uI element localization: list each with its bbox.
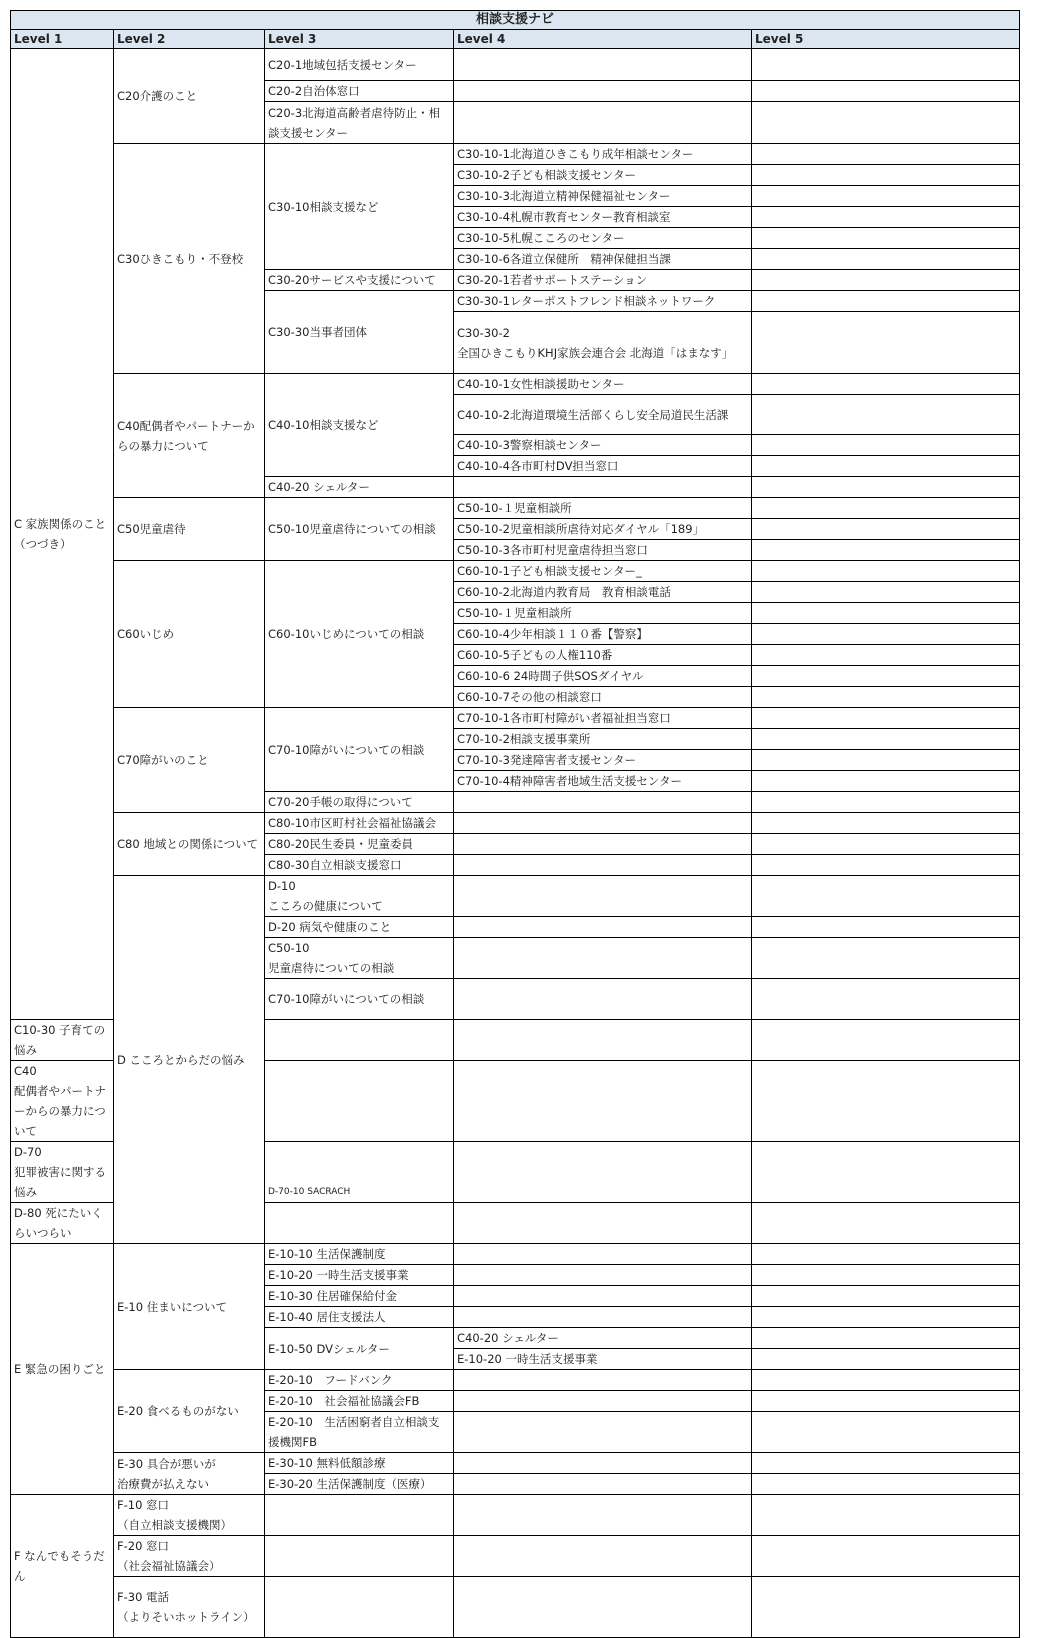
level4-cell: [454, 792, 752, 813]
level5-cell: [752, 1412, 1020, 1453]
level5-cell: [752, 186, 1020, 207]
level3-cell: C20-2自治体窓口: [265, 81, 454, 102]
level3-cell: E-10-10 生活保護制度: [265, 1244, 454, 1265]
level4-cell: C60-10-7その他の相談窓口: [454, 687, 752, 708]
level3-cell: [265, 1020, 454, 1061]
level3-cell: C70-10障がいについての相談: [265, 708, 454, 792]
level1-cell: C 家族関係のこと（つづき）: [11, 49, 114, 1020]
level2-cell: C30ひきこもり・不登校: [114, 144, 265, 374]
level4-cell: [454, 1020, 752, 1061]
level4-cell: [752, 917, 1020, 938]
level2-cell: C50-10 児童虐待についての相談: [265, 938, 454, 979]
level3-cell: E-10-20 一時生活支援事業: [265, 1265, 454, 1286]
level3-cell: E-20-10 生活困窮者自立相談支援機関FB: [265, 1412, 454, 1453]
level4-cell: C40-10-3警察相談センター: [454, 435, 752, 456]
level2-cell: C70-10障がいについての相談: [265, 979, 454, 1020]
level5-cell: [752, 81, 1020, 102]
level5-cell: [752, 1203, 1020, 1244]
level2-cell: C80 地域との関係について: [114, 813, 265, 876]
level5-cell: [752, 1286, 1020, 1307]
level2-cell: C60いじめ: [114, 561, 265, 708]
level4-cell: [454, 1412, 752, 1453]
level3-cell: C30-10相談支援など: [265, 144, 454, 270]
level3-cell: E-10-40 居住支援法人: [265, 1307, 454, 1328]
spreadsheet: [10, 10, 1019, 1638]
level4-cell: C50-10-１児童相談所: [454, 603, 752, 624]
header-level-2: Level 2: [114, 30, 265, 49]
level3-cell: [265, 1536, 454, 1577]
level4-cell: C30-10-5札幌こころのセンター: [454, 228, 752, 249]
level4-cell: C30-10-2子ども相談支援センター: [454, 165, 752, 186]
level4-cell: [454, 1142, 752, 1203]
level5-cell: [752, 519, 1020, 540]
level4-cell: C30-20-1若者サポートステーション: [454, 270, 752, 291]
level3-cell: [265, 1203, 454, 1244]
level4-cell: [454, 1203, 752, 1244]
level2-cell: C40配偶者やパートナーからの暴力について: [114, 374, 265, 498]
level5-cell: [752, 1453, 1020, 1474]
level1-cell: E 緊急の困りごと: [11, 1244, 114, 1495]
level4-cell: C50-10-１児童相談所: [454, 498, 752, 519]
table-title: 相談支援ナビ: [11, 11, 1020, 30]
level5-cell: [752, 1265, 1020, 1286]
header-level-3: Level 3: [265, 30, 454, 49]
level4-cell: C50-10-3各市町村児童虐待担当窓口: [454, 540, 752, 561]
level2-cell: E-30 具合が悪いが 治療費が払えない: [114, 1453, 265, 1495]
level3-cell: C80-10市区町村社会福祉協議会: [265, 813, 454, 834]
level5-cell: [752, 708, 1020, 729]
level2-cell: C50児童虐待: [114, 498, 265, 561]
level2-cell: F-10 窓口 （自立相談支援機関）: [114, 1495, 265, 1536]
level2-cell: D-70 犯罪被害に関する悩み: [11, 1142, 114, 1203]
level5-cell: [752, 1061, 1020, 1142]
level5-cell: [752, 771, 1020, 792]
level4-cell: [454, 477, 752, 498]
level4-cell: [752, 979, 1020, 1020]
level2-cell: D-10 こころの健康について: [265, 876, 454, 917]
level4-cell: [454, 834, 752, 855]
level4-cell: C40-20 シェルター: [454, 1328, 752, 1349]
level4-cell: C30-30-2 全国ひきこもりKHJ家族会連合会 北海道「はまなす」: [454, 312, 752, 374]
level5-cell: [752, 750, 1020, 771]
level4-cell: [454, 813, 752, 834]
header-level-5: Level 5: [752, 30, 1020, 49]
level3-cell: C80-30自立相談支援窓口: [265, 855, 454, 876]
level5-cell: [752, 834, 1020, 855]
level2-cell: F-30 電話 （よりそいホットライン）: [114, 1577, 265, 1638]
level2-cell: E-10 住まいについて: [114, 1244, 265, 1370]
level4-cell: [454, 1536, 752, 1577]
level2-cell: C10-30 子育ての悩み: [11, 1020, 114, 1061]
level5-cell: [752, 1495, 1020, 1536]
level3-cell: [454, 979, 752, 1020]
level4-cell: [454, 1577, 752, 1638]
level4-cell: C30-10-4札幌市教育センター教育相談室: [454, 207, 752, 228]
level5-cell: [752, 540, 1020, 561]
level5-cell: [752, 312, 1020, 374]
level5-cell: [752, 645, 1020, 666]
level4-cell: C40-10-2北海道環境生活部くらし安全局道民生活課: [454, 395, 752, 435]
level4-cell: [454, 855, 752, 876]
level4-cell: [454, 81, 752, 102]
level5-cell: [752, 1370, 1020, 1391]
level5-cell: [752, 1536, 1020, 1577]
level4-cell: [454, 49, 752, 81]
level5-cell: [752, 792, 1020, 813]
level5-cell: [752, 582, 1020, 603]
level3-cell: C40-10相談支援など: [265, 374, 454, 477]
level5-cell: [752, 165, 1020, 186]
level5-cell: [752, 666, 1020, 687]
level5-cell: [752, 1391, 1020, 1412]
level5-cell: [752, 855, 1020, 876]
level1-cell: F なんでもそうだん: [11, 1495, 114, 1638]
level5-cell: [752, 498, 1020, 519]
level3-cell: C70-20手帳の取得について: [265, 792, 454, 813]
level5-cell: [752, 228, 1020, 249]
level5-cell: [752, 1244, 1020, 1265]
level5-cell: [752, 456, 1020, 477]
level3-cell: C20-3北海道高齢者虐待防止・相談支援センター: [265, 102, 454, 144]
level3-cell: C20-1地域包括支援センター: [265, 49, 454, 81]
level4-cell: C40-10-4各市町村DV担当窓口: [454, 456, 752, 477]
level4-cell: [454, 1370, 752, 1391]
level5-cell: [752, 395, 1020, 435]
level4-cell: C70-10-2相談支援事業所: [454, 729, 752, 750]
level3-cell: [265, 1061, 454, 1142]
level3-cell: C30-20サービスや支援について: [265, 270, 454, 291]
level3-cell: C50-10児童虐待についての相談: [265, 498, 454, 561]
header-level-4: Level 4: [454, 30, 752, 49]
level3-cell: C80-20民生委員・児童委員: [265, 834, 454, 855]
level4-cell: [454, 1265, 752, 1286]
level4-cell: [454, 1307, 752, 1328]
level5-cell: [752, 1142, 1020, 1203]
level4-cell: C30-10-3北海道立精神保健福祉センター: [454, 186, 752, 207]
level5-cell: [752, 270, 1020, 291]
consultation-table: [10, 10, 1020, 1638]
level2-cell: C70障がいのこと: [114, 708, 265, 813]
level4-cell: C60-10-1子ども相談支援センター_: [454, 561, 752, 582]
level5-cell: [752, 207, 1020, 228]
level5-cell: [752, 374, 1020, 395]
level4-cell: C40-10-1女性相談援助センター: [454, 374, 752, 395]
level1-cell: D こころとからだの悩み: [114, 876, 265, 1244]
level4-cell: C70-10-1各市町村障がい者福祉担当窓口: [454, 708, 752, 729]
level5-cell: [752, 291, 1020, 312]
level4-cell: C60-10-2北海道内教育局 教育相談電話: [454, 582, 752, 603]
level4-cell: C30-10-6各道立保健所 精神保健担当課: [454, 249, 752, 270]
level5-cell: [752, 477, 1020, 498]
level5-cell: [752, 729, 1020, 750]
level3-cell: E-20-10 フードバンク: [265, 1370, 454, 1391]
level5-cell: [752, 624, 1020, 645]
header-level-1: Level 1: [11, 30, 114, 49]
level4-cell: [454, 102, 752, 144]
level5-cell: [752, 49, 1020, 81]
level5-cell: [752, 1020, 1020, 1061]
level4-cell: C60-10-4少年相談１１０番【警察】: [454, 624, 752, 645]
level3-cell: E-30-20 生活保護制度（医療）: [265, 1474, 454, 1495]
level4-cell: C60-10-6 24時間子供SOSダイヤル: [454, 666, 752, 687]
level3-cell: C40-20 シェルター: [265, 477, 454, 498]
level5-cell: [752, 102, 1020, 144]
level3-cell: [454, 876, 752, 917]
level5-cell: [752, 249, 1020, 270]
level3-cell: D-70-10 SACRACH: [265, 1142, 454, 1203]
level3-cell: C60-10いじめについての相談: [265, 561, 454, 708]
level2-cell: C40 配偶者やパートナーからの暴力について: [11, 1061, 114, 1142]
level2-cell: C20介護のこと: [114, 49, 265, 144]
level3-cell: E-30-10 無料低額診療: [265, 1453, 454, 1474]
level5-cell: [752, 1307, 1020, 1328]
level3-cell: C30-30当事者団体: [265, 291, 454, 374]
level4-cell: C30-30-1レターポストフレンド相談ネットワーク: [454, 291, 752, 312]
level2-cell: F-20 窓口 （社会福祉協議会）: [114, 1536, 265, 1577]
level5-cell: [752, 687, 1020, 708]
level4-cell: [752, 938, 1020, 979]
level2-cell: D-80 死にたいくらいつらい: [11, 1203, 114, 1244]
level5-cell: [752, 813, 1020, 834]
level3-cell: [265, 1577, 454, 1638]
level4-cell: [454, 1474, 752, 1495]
level3-cell: E-20-10 社会福祉協議会FB: [265, 1391, 454, 1412]
level2-cell: D-20 病気や健康のこと: [265, 917, 454, 938]
level4-cell: [454, 1453, 752, 1474]
level3-cell: [265, 1495, 454, 1536]
level4-cell: [752, 876, 1020, 917]
level4-cell: C70-10-4精神障害者地域生活支援センター: [454, 771, 752, 792]
level4-cell: E-10-20 一時生活支援事業: [454, 1349, 752, 1370]
level4-cell: [454, 1391, 752, 1412]
level3-cell: [454, 917, 752, 938]
level3-cell: [454, 938, 752, 979]
level4-cell: [454, 1061, 752, 1142]
level4-cell: C70-10-3発達障害者支援センター: [454, 750, 752, 771]
level4-cell: [454, 1495, 752, 1536]
level5-cell: [752, 561, 1020, 582]
level3-cell: E-10-50 DVシェルター: [265, 1328, 454, 1370]
level5-cell: [752, 1328, 1020, 1349]
level4-cell: [454, 1286, 752, 1307]
level5-cell: [752, 144, 1020, 165]
level5-cell: [752, 1349, 1020, 1370]
level2-cell: E-20 食べるものがない: [114, 1370, 265, 1453]
level3-cell: E-10-30 住居確保給付金: [265, 1286, 454, 1307]
level5-cell: [752, 603, 1020, 624]
level5-cell: [752, 435, 1020, 456]
level4-cell: C50-10-2児童相談所虐待対応ダイヤル「189」: [454, 519, 752, 540]
level4-cell: C60-10-5子どもの人権110番: [454, 645, 752, 666]
level5-cell: [752, 1474, 1020, 1495]
level5-cell: [752, 1577, 1020, 1638]
level4-cell: C30-10-1北海道ひきこもり成年相談センター: [454, 144, 752, 165]
level4-cell: [454, 1244, 752, 1265]
